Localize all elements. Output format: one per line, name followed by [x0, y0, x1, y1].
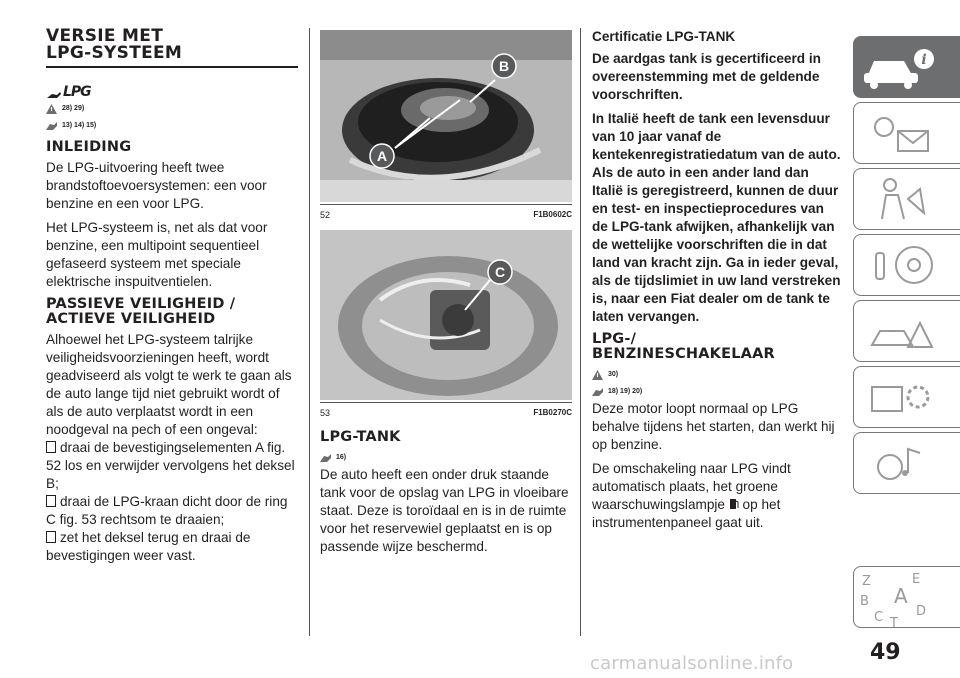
heading-veiligheid: PASSIEVE VEILIGHEID / ACTIEVE VEILIGHEID [46, 296, 236, 327]
tab-warning-lights[interactable] [853, 102, 960, 164]
list-item: zet het deksel terug en draai de bevestigingen weer vast. [46, 530, 251, 563]
paragraph: De omschakeling naar LPG vindt automatisch plaats, het groene waarschuwingslampje op het instrumentenpaneel gaat uit. [592, 461, 791, 530]
svg-text:Z: Z [862, 574, 871, 589]
driving-icon [854, 235, 960, 297]
column-divider [580, 28, 581, 636]
heading-lpg-benzineschakelaar: LPG-/ BENZINESCHAKELAAR [592, 331, 775, 362]
multimedia-icon [854, 433, 960, 495]
callout-a: A [376, 148, 388, 164]
svg-text:T: T [890, 616, 898, 629]
warning-triangle-icon [46, 104, 57, 114]
svg-text:D: D [916, 604, 927, 619]
heading-lpg-tank: LPG-TANK [320, 429, 401, 445]
column-divider [309, 28, 310, 636]
column-left [46, 28, 298, 565]
figure-caption: 52 F1B0602C [320, 204, 572, 220]
svg-text:B: B [860, 594, 869, 609]
heading-inleiding: INLEIDING [46, 139, 132, 155]
warning-lights-icon [854, 103, 960, 165]
warning-triangle-icon [592, 370, 603, 380]
tab-car-info[interactable] [853, 36, 960, 98]
paragraph: Deze motor loopt normaal op LPG behalve tijdens het starten, dan werkt hij op benzine. [592, 401, 835, 452]
figure-53-image [320, 230, 572, 400]
maintenance-icon [854, 367, 960, 429]
column-middle [320, 30, 572, 562]
tab-emergency[interactable] [853, 300, 960, 362]
svg-text:i: i [921, 52, 927, 68]
paragraph: Alhoewel het LPG-systeem talrijke veiligheidsvoorzieningen heeft, wordt geadviseerd als volgt te werk te gaan als de auto lange tijd niet gebruikt wordt of als de auto verplaatst wordt in een noodgeval na pech of een ongeval: [46, 332, 292, 437]
caution-refs: 13) 14) 15) [46, 117, 298, 134]
callout-c: C [494, 264, 506, 280]
tab-driving[interactable] [853, 234, 960, 296]
svg-text:E: E [912, 572, 921, 587]
paragraph: De LPG-uitvoering heeft twee brandstoftoevoersystemen: een voor benzine en een voor LPG. [46, 160, 267, 211]
caution-hand-icon [320, 453, 331, 463]
caution-hand-icon [592, 387, 603, 397]
tab-multimedia[interactable] [853, 432, 960, 494]
tab-maintenance[interactable] [853, 366, 960, 428]
fuel-warning-lamp-icon [729, 497, 739, 510]
caution-hand-icon [46, 121, 57, 131]
car-info-icon [854, 37, 960, 99]
warning-refs: 30) [592, 366, 842, 383]
bullet-box-icon [46, 495, 56, 507]
title-rule [46, 66, 298, 68]
lpg-badge: LPG [46, 74, 298, 100]
figure-caption: 53 F1B0270C [320, 402, 572, 418]
caution-refs: 18) 19) 20) [592, 383, 842, 400]
bullet-box-icon [46, 531, 56, 543]
paragraph: Het LPG-systeem is, net als dat voor benzine, een multipoint sequentieel gefaseerd systeem met speciale elektrische inspuitventielen. [46, 220, 268, 289]
callout-b: B [498, 58, 510, 74]
lpg-hand-icon [46, 86, 62, 100]
index-icon [854, 567, 960, 629]
paragraph: De aardgas tank is gecertificeerd in overeenstemming met de geldende voorschriften. [592, 51, 821, 102]
safety-icon [854, 169, 960, 231]
list-item: draai de bevestigingselementen A fig. 52 los en verwijder vervolgens het deksel B; [46, 440, 295, 491]
svg-text:A: A [894, 584, 908, 608]
warning-refs: 28) 29) [46, 100, 298, 117]
section-title: VERSIE MET LPG-SYSTEEM [46, 26, 183, 63]
tab-safety[interactable] [853, 168, 960, 230]
page-number: 49 [870, 640, 901, 665]
paragraph: De auto heeft een onder druk staande tank voor de opslag van LPG in vloeibare staat. Deze is toroïdaal en is in de ruimte voor het reservewiel geplaatst en is op passende wijze beschermd. [320, 467, 569, 554]
watermark: carmanualsonline.info [590, 653, 794, 674]
tab-index[interactable] [853, 566, 960, 628]
bullet-box-icon [46, 441, 56, 453]
paragraph: In Italië heeft de tank een levensduur van 10 jaar vanaf de kentekenregistratiedatum van de auto. Als de auto in een ander land dan Italië is geregistreerd, kunnen de duur en test- en inspectieprocedures van de LPG-tank afwijken, afhankelijk van de wettelijke voorschriften die in dat land van kracht zijn. Ga in ieder geval, als de tijdslimiet in uw land verstreken is, naar een Fiat dealer om de tank te laten vervangen. [592, 111, 841, 324]
heading-certificatie: Certificatie LPG-TANK [592, 29, 736, 44]
svg-text:C: C [874, 610, 884, 625]
warning-refs: 16) [320, 449, 572, 466]
emergency-icon [854, 301, 960, 363]
column-right [592, 28, 842, 538]
list-item: draai de LPG-kraan dicht door de ring C fig. 53 rechtsom te draaien; [46, 494, 288, 527]
figure-52-image [320, 30, 572, 202]
